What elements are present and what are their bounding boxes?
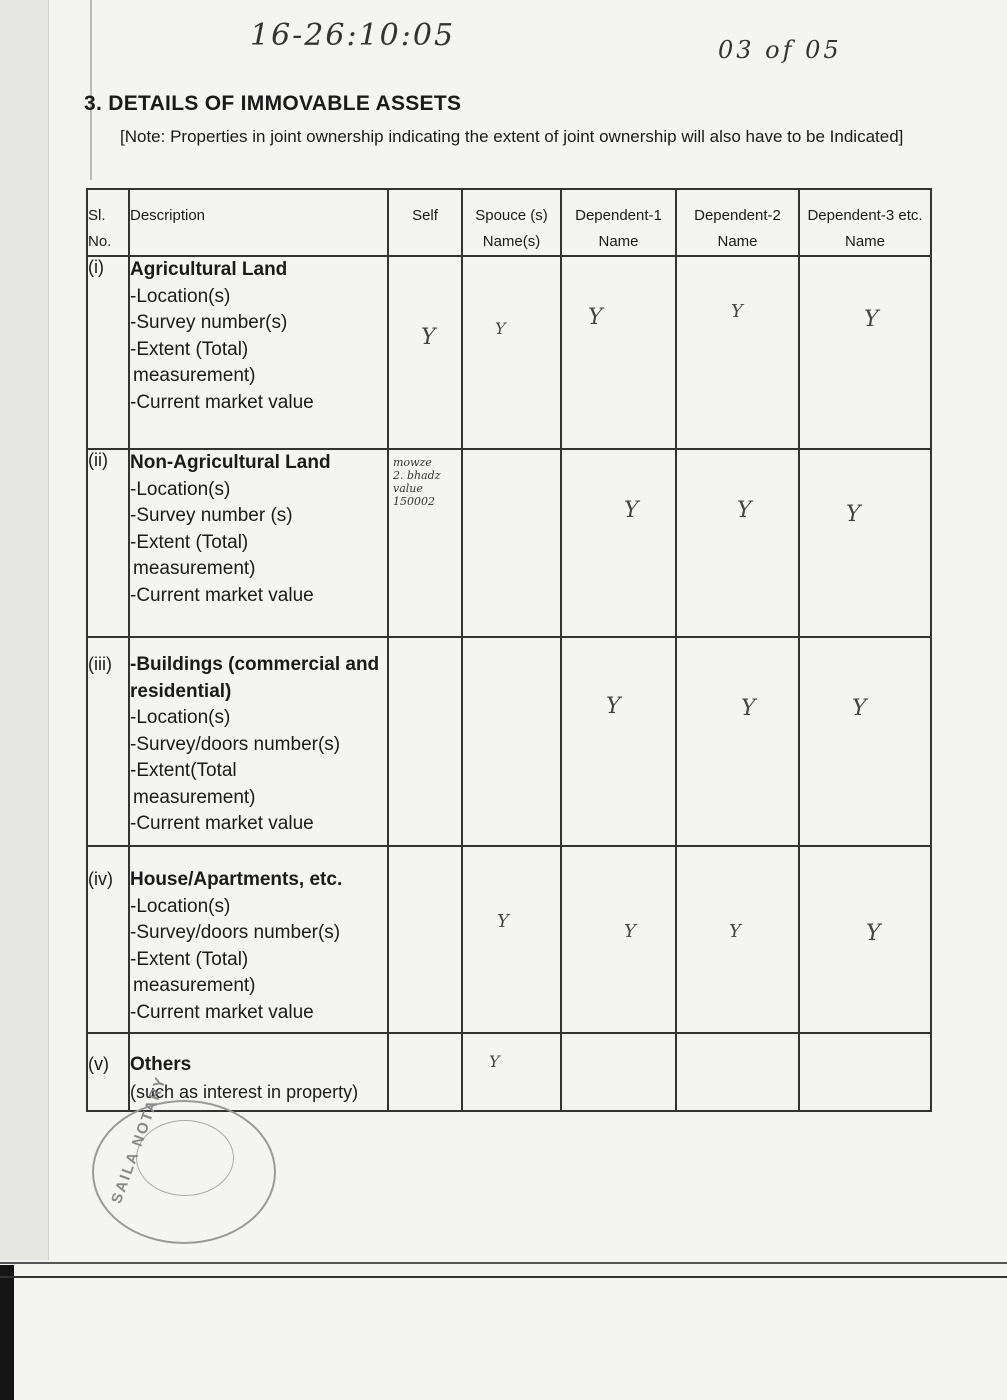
header-dependent-2: Dependent-2 Name [676,189,799,256]
handwritten-mark: Y [495,319,506,338]
row-description [129,256,388,449]
row-line: -Location(s) [130,285,231,307]
section-note: [Note: Properties in joint ownership indicating the extent of joint ownership will also have to be Indicated] [120,127,904,146]
row-title: House/Apartments, etc. [130,869,343,890]
cell-dependent-2 [676,637,799,846]
table-row [87,1033,931,1111]
row-sl-no: (iii) [87,637,129,846]
cell-dependent-3 [799,449,931,637]
header-dependent-1: Dependent-1 Name [561,189,676,256]
scan-edge [0,1265,14,1400]
page-divider [0,1276,1007,1278]
row-line: measurement) [133,786,256,808]
row-line: -Survey/doors number(s) [130,922,341,943]
cell-spouse [462,449,561,637]
margin-line [90,0,92,180]
row-line: -Current market value [130,584,314,606]
self-note-line: mowze [393,456,432,469]
row-line: -Extent (Total) [130,531,249,553]
handwritten-mark: Y [624,498,639,523]
handwritten-mark: Y [606,694,621,719]
cell-dependent-3 [799,846,931,1033]
row-sl-no: (i) [87,256,129,449]
row-line: measurement) [133,558,256,579]
row-line: -Extent (Total) [130,338,249,360]
header-self: Self [388,189,462,256]
row-description [129,1033,388,1111]
header-spouse: Spouce (s) Name(s) [462,189,561,256]
row-description [129,846,388,1033]
row-sl-no: (v) [87,1033,129,1111]
table-row [87,637,931,846]
row-line: -Location(s) [130,478,231,500]
cell-dependent-1 [561,846,676,1033]
row-line: -Current market value [130,1001,314,1023]
row-line: -Extent(Total [130,760,237,781]
handwritten-mark: Y [729,921,741,942]
handwritten-mark: Y [588,305,603,330]
self-note-line: 150002 [393,495,435,508]
row-title: Others [130,1054,192,1075]
cell-dependent-3 [799,256,931,449]
row-line: -Survey/doors number(s) [130,733,341,755]
cell-spouse [462,846,561,1033]
cell-dependent-1 [561,256,676,449]
cell-dependent-3 [799,637,931,846]
row-description [129,637,388,846]
handwritten-mark: Y [421,325,436,350]
handwritten-mark: Y [497,911,509,932]
cell-dependent-2 [676,846,799,1033]
header-dependent-3: Dependent-3 etc. Name [799,189,931,256]
row-line: -Current market value [130,391,314,413]
row-sl-no: (iv) [87,846,129,1033]
cell-dependent-1 [561,1033,676,1111]
cell-spouse [462,637,561,846]
handwritten-mark: Y [846,502,861,527]
row-line: -Survey number (s) [130,505,293,526]
row-line: (such as interest in property) [130,1081,359,1102]
row-title: -Buildings (commercial and residential) [130,654,380,702]
scan-left-margin [0,0,49,1260]
page-divider [0,1262,1007,1264]
cell-dependent-1 [561,449,676,637]
table-header-row [87,189,931,256]
row-line: measurement) [133,975,256,996]
section-heading: 3. DETAILS OF IMMOVABLE ASSETS [84,92,462,115]
row-line: -Location(s) [130,707,231,728]
row-line: -Current market value [130,813,314,834]
handwritten-mark: Y [489,1052,500,1071]
row-line: -Extent (Total) [130,948,249,970]
table-row [87,846,931,1033]
row-sl-no: (ii) [87,449,129,637]
handwritten-mark: Y [624,921,636,942]
row-line: -Location(s) [130,895,231,917]
cell-dependent-3 [799,1033,931,1111]
cell-self [388,256,462,449]
handwritten-date: 16-26:10:05 [250,18,456,53]
header-description: Description [129,189,388,256]
table-row [87,256,931,449]
notary-stamp-text: SAILA NOTARY [108,1073,170,1206]
self-note-line: value [393,482,423,495]
handwritten-mark: Y [852,696,867,721]
handwritten-mark: Y [737,498,752,523]
table-row [87,449,931,637]
cell-self [388,637,462,846]
cell-dependent-2 [676,449,799,637]
handwritten-mark: Y [864,307,879,332]
cell-self [388,449,462,637]
cell-dependent-2 [676,1033,799,1111]
handwritten-mark: Y [741,696,756,721]
cell-spouse [462,1033,561,1111]
cell-spouse [462,256,561,449]
cell-self [388,1033,462,1111]
handwritten-mark: Y [866,921,881,946]
immovable-assets-table [86,188,932,1112]
row-line: -Survey number(s) [130,312,288,333]
cell-dependent-1 [561,637,676,846]
self-note-line: 2. bhadz [393,469,441,482]
row-line: measurement) [133,365,256,386]
handwritten-page-number: 03 of 05 [718,36,842,64]
cell-dependent-2 [676,256,799,449]
cell-self [388,846,462,1033]
header-sl-no: Sl. No. [87,189,129,256]
handwritten-self-note [393,456,441,508]
row-title: Agricultural Land [130,259,288,280]
row-title: Non-Agricultural Land [130,452,331,473]
row-description [129,449,388,637]
handwritten-mark: Y [731,301,743,322]
